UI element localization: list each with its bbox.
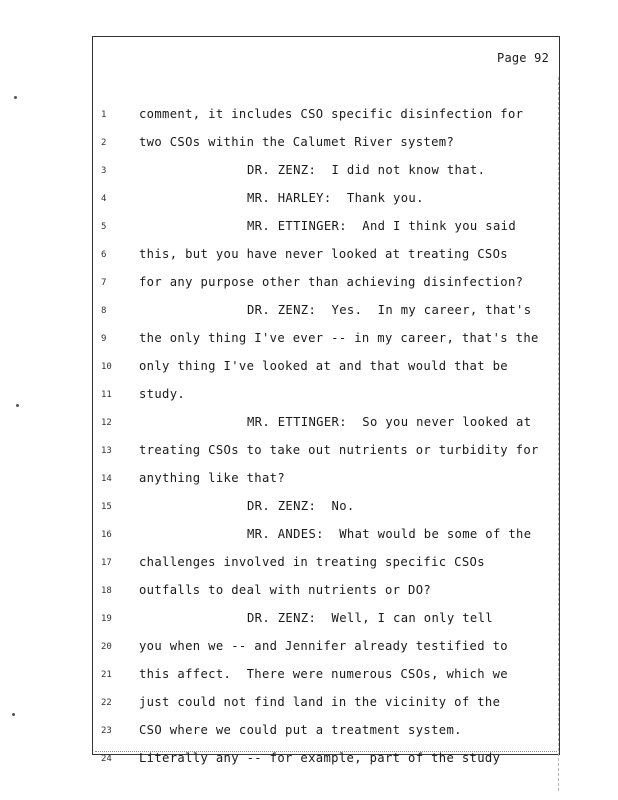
line-number: 7 xyxy=(101,278,107,288)
transcript-line xyxy=(93,691,559,719)
line-text: this, but you have never looked at treating CSOs xyxy=(139,247,508,261)
line-text: MR. ETTINGER: And I think you said xyxy=(247,219,517,233)
line-number: 24 xyxy=(101,754,112,764)
line-number: 2 xyxy=(101,138,107,148)
transcript-page xyxy=(92,36,560,765)
line-text: the only thing I've ever -- in my career, that's the xyxy=(139,331,539,345)
line-text: two CSOs within the Calumet River system? xyxy=(139,135,455,149)
transcript-line xyxy=(93,411,559,439)
line-number: 8 xyxy=(101,306,107,316)
margin-speck xyxy=(12,713,15,716)
line-number: 10 xyxy=(101,362,112,372)
transcript-line xyxy=(93,355,559,383)
line-text: CSO where we could put a treatment system. xyxy=(139,723,462,737)
page-number: Page 92 xyxy=(497,51,549,65)
transcript-line xyxy=(93,299,559,327)
line-number: 9 xyxy=(101,334,107,344)
line-number: 23 xyxy=(101,726,112,736)
margin-speck xyxy=(16,404,19,407)
line-text: treating CSOs to take out nutrients or turbidity for xyxy=(139,443,539,457)
line-number: 21 xyxy=(101,670,112,680)
line-number: 12 xyxy=(101,418,112,428)
line-number: 11 xyxy=(101,390,112,400)
transcript-line xyxy=(93,439,559,467)
transcript-line xyxy=(93,719,559,747)
transcript-line xyxy=(93,187,559,215)
line-text: Literally any -- for example, part of the study xyxy=(139,751,501,765)
line-number: 3 xyxy=(101,166,107,176)
line-text: only thing I've looked at and that would that be xyxy=(139,359,508,373)
line-number: 19 xyxy=(101,614,112,624)
transcript-line xyxy=(93,495,559,523)
line-text: DR. ZENZ: I did not know that. xyxy=(247,163,486,177)
transcript-line xyxy=(93,243,559,271)
line-number: 1 xyxy=(101,110,107,120)
line-text: MR. ANDES: What would be some of the xyxy=(247,527,532,541)
transcript-line xyxy=(93,579,559,607)
line-number: 6 xyxy=(101,250,107,260)
line-number: 20 xyxy=(101,642,112,652)
line-text: for any purpose other than achieving disinfection? xyxy=(139,275,524,289)
line-number: 18 xyxy=(101,586,112,596)
line-number: 17 xyxy=(101,558,112,568)
transcript-line xyxy=(93,663,559,691)
transcript-line xyxy=(93,271,559,299)
line-text: DR. ZENZ: Yes. In my career, that's xyxy=(247,303,532,317)
transcript-line xyxy=(93,383,559,411)
transcript-line xyxy=(93,635,559,663)
margin-speck xyxy=(14,96,17,99)
transcript-line xyxy=(93,215,559,243)
line-number: 13 xyxy=(101,446,112,456)
line-text: anything like that? xyxy=(139,471,286,485)
transcript-line xyxy=(93,607,559,635)
line-text: MR. HARLEY: Thank you. xyxy=(247,191,424,205)
transcript-line xyxy=(93,159,559,187)
line-text: study. xyxy=(139,387,186,401)
transcript-line xyxy=(93,467,559,495)
line-text: just could not find land in the vicinity of the xyxy=(139,695,501,709)
line-number: 5 xyxy=(101,222,107,232)
transcript-line xyxy=(93,551,559,579)
line-text: comment, it includes CSO specific disinfection for xyxy=(139,107,524,121)
line-text: MR. ETTINGER: So you never looked at xyxy=(247,415,532,429)
line-text: this affect. There were numerous CSOs, which we xyxy=(139,667,508,681)
transcript-line xyxy=(93,131,559,159)
line-text: outfalls to deal with nutrients or DO? xyxy=(139,583,432,597)
line-number: 4 xyxy=(101,194,107,204)
transcript-line xyxy=(93,327,559,355)
transcript-line xyxy=(93,523,559,551)
transcript-line xyxy=(93,747,559,775)
line-text: challenges involved in treating specific CSOs xyxy=(139,555,485,569)
line-text: you when we -- and Jennifer already testified to xyxy=(139,639,508,653)
line-text: DR. ZENZ: No. xyxy=(247,499,355,513)
line-number: 15 xyxy=(101,502,112,512)
line-number: 14 xyxy=(101,474,112,484)
line-number: 22 xyxy=(101,698,112,708)
line-number: 16 xyxy=(101,530,112,540)
line-text: DR. ZENZ: Well, I can only tell xyxy=(247,611,493,625)
transcript-line xyxy=(93,103,559,131)
